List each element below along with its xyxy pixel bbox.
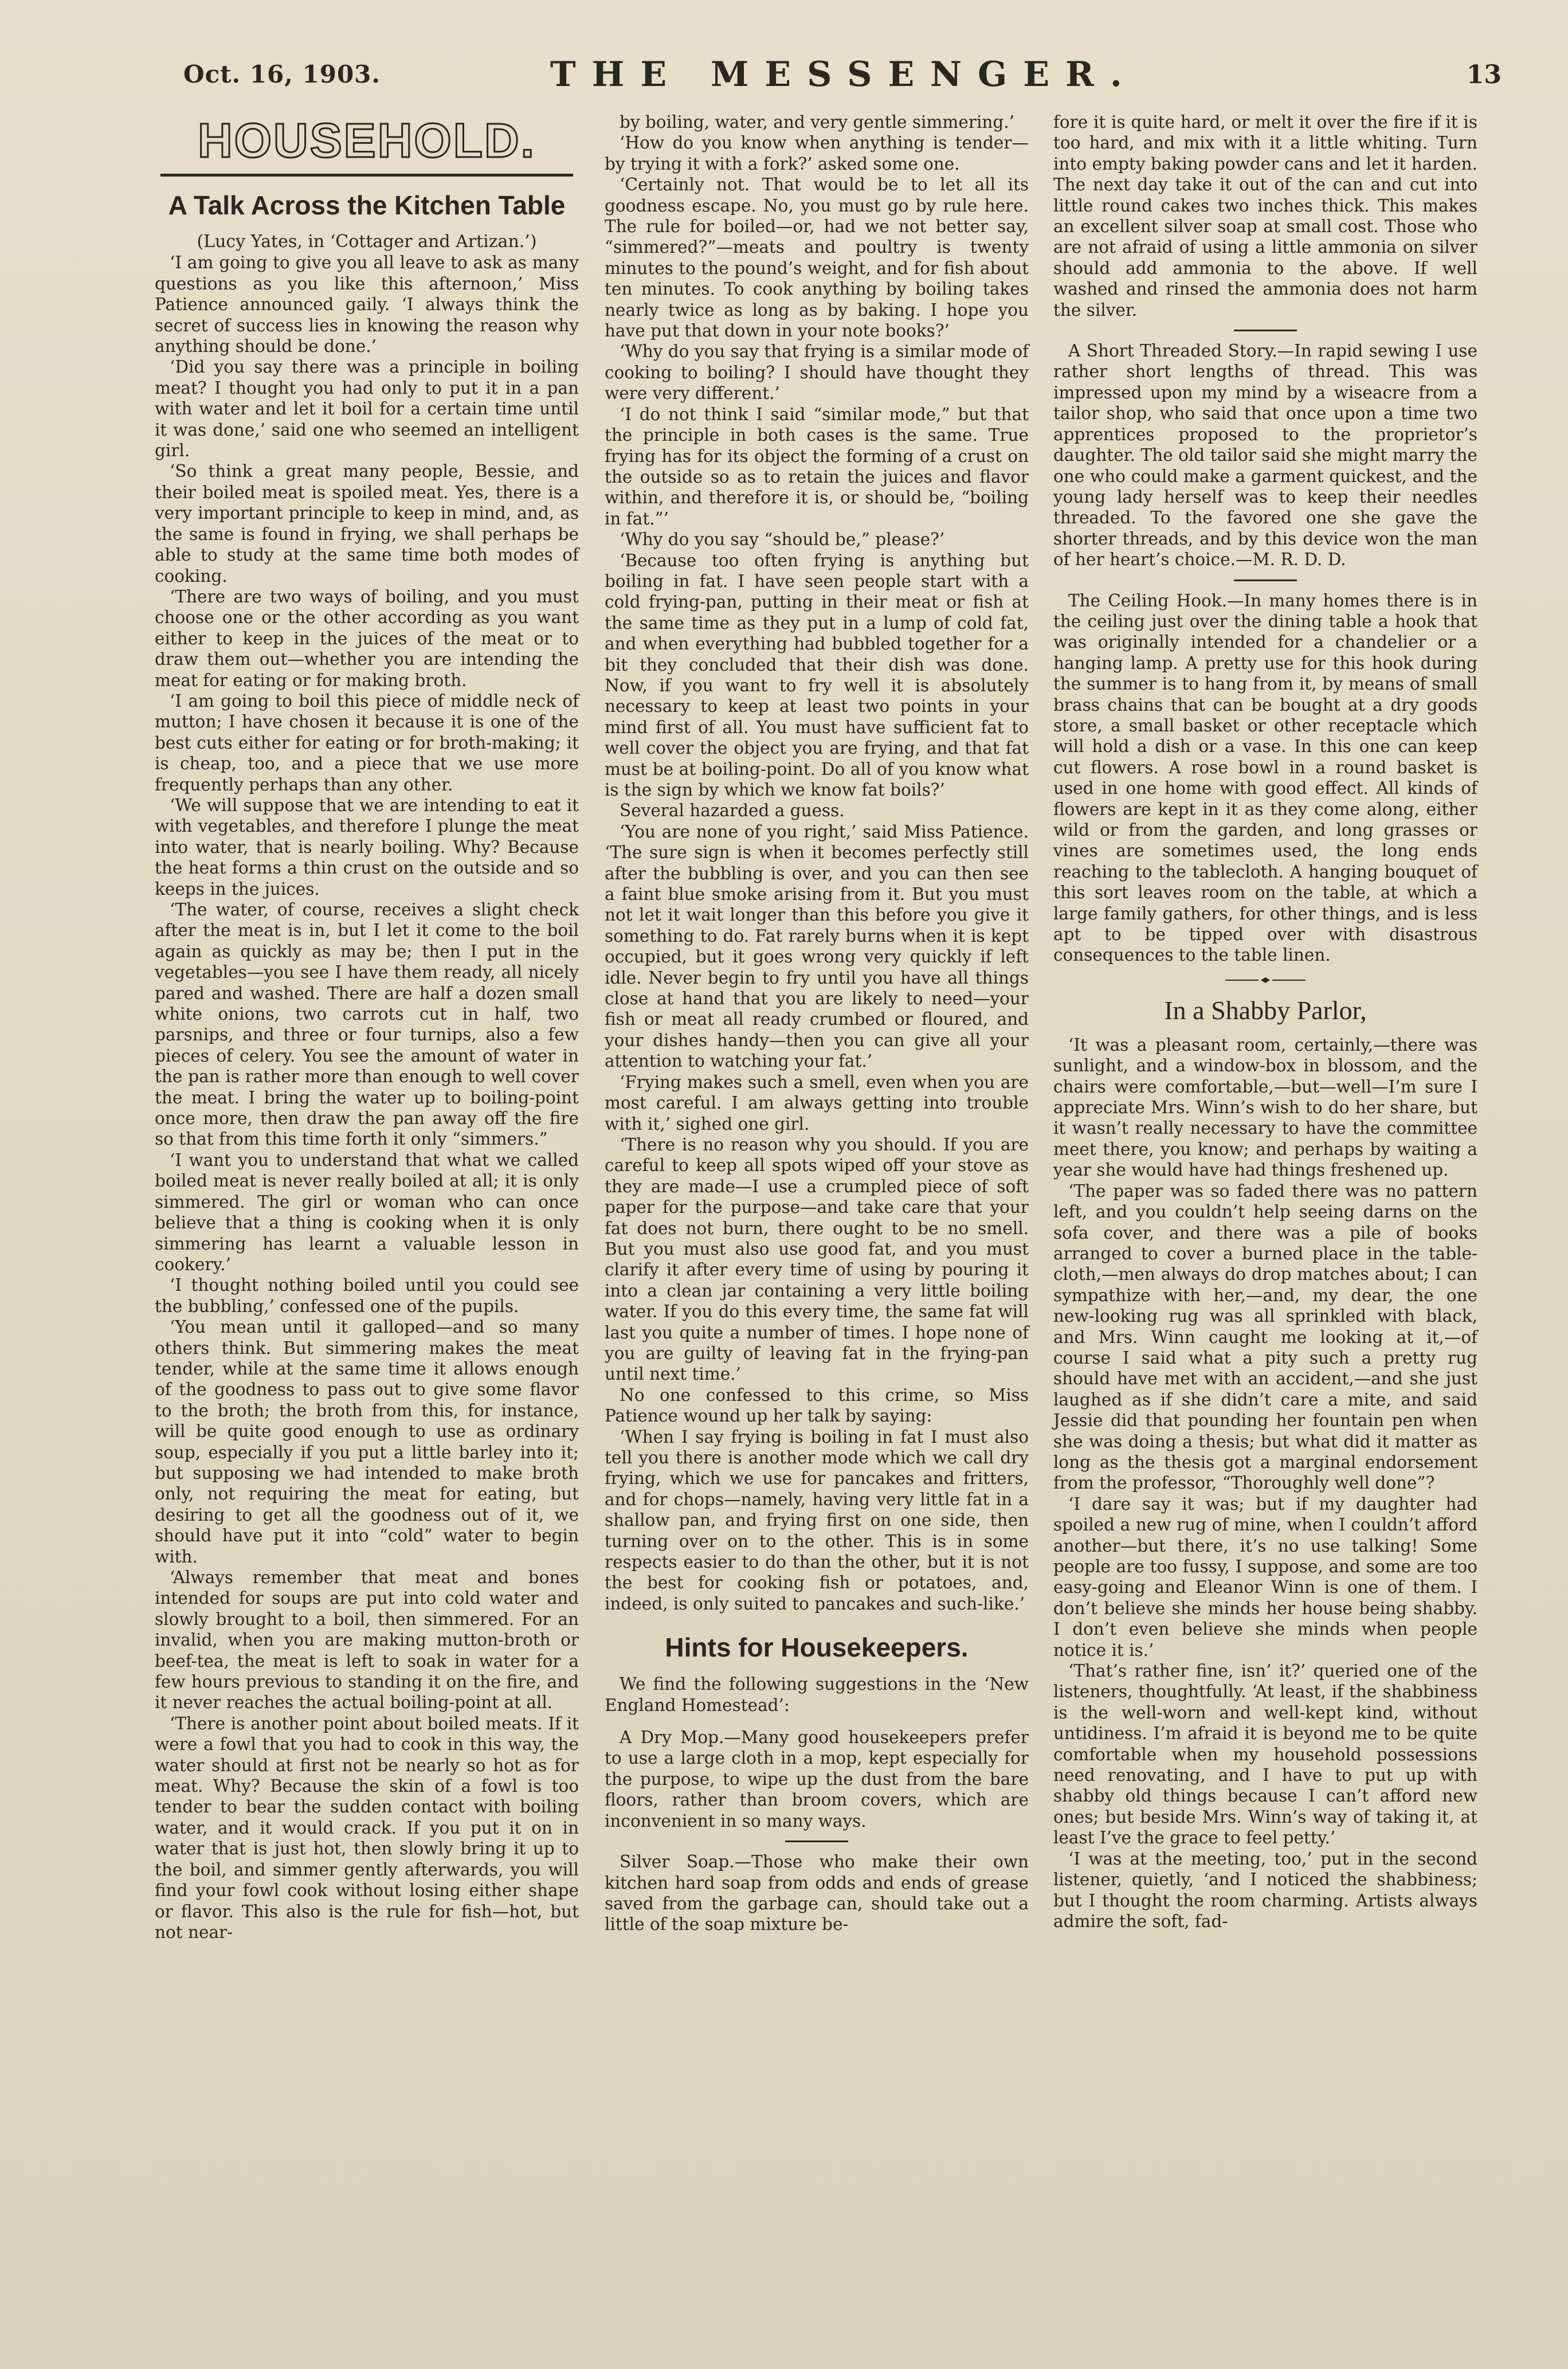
column-3 [1053, 112, 1477, 1932]
article-title-shabby-parlor: In a Shabby Parlor, [1164, 995, 1367, 1025]
paragraph: ‘Why do you say “should be,” please?’ [620, 530, 945, 550]
article-title-hints: Hints for Housekeepers. [665, 1632, 969, 1663]
page-number: 13 [1466, 60, 1502, 89]
paragraph: by boiling, water, and very gentle simmering.’ [620, 112, 1015, 132]
byline: (Lucy Yates, in ‘Cottager and Artizan.’) [197, 232, 537, 252]
separator-rule [785, 1841, 848, 1842]
paragraph-ceiling-hook: The Ceiling Hook.—In many homes there is in the ceiling just over the dining table a hook that was originally intended for a chandelier or a hanging lamp. A pretty use for this hook during the summer is to hang from it, by means of small brass chains that can be bought at a dry goods store, a small basket or other receptacle which will hold a dish or a vase. In this one can keep cut flowers. A rose bowl in a round basket is used in one home with good effect. All kinds of flowers are kept in it as they come along, either wild or from the garden, and long grasses or vines are sometimes used, the long ends reaching to the tablecloth. A hanging bouquet of this sort leaves room on the table, at which a large family gathers, for other things, and is less apt to be tipped over with disastrous consequences to the table linen. [1053, 590, 1477, 965]
paragraph: ‘There is no reason why you should. If you are careful to keep all spots wiped off your stove as they are made—I use a crumpled piece of soft paper for the purpose—and take care that your fat does not burn, there ought to be no smell. But you must also use good fat, and you must clarify it after every time of using by pouring it into a clean jar containing a very little boiling water. If you do this every time, the same fat will last you quite a number of times. I hope none of you are guilty of leaving fat in the frying-pan until next time.’ [605, 1134, 1029, 1384]
page-header [183, 54, 1502, 100]
section-rule [160, 174, 573, 177]
column-1 [155, 112, 579, 1943]
column-2 [605, 112, 1029, 1935]
paragraph: ‘Always remember that meat and bones intended for soups are put into cold water and slowly brought to a boil, then simmered. For an invalid, when you are making mutton-broth or beef-tea, the meat is left to soak in water for a few hours previous to standing it on the fire, and it never reaches the actual boiling-point at all. [155, 1568, 579, 1713]
paragraph: ‘There are two ways of boiling, and you must choose one or the other according as you want either to keep in the juices of the meat or to draw them out—whether you are intending the meat for eating or for making broth. [155, 586, 579, 690]
paragraph: ‘So think a great many people, Bessie, and their boiled meat is spoiled meat. Yes, there is a very important principle to keep in mind, and, as the same is found in frying, we shall perhaps be able to study at the same time both modes of cooking. [155, 461, 579, 586]
paragraph: We find the following suggestions in the ‘New England Homestead’: [605, 1674, 1029, 1715]
paragraph: Several hazarded a guess. [620, 801, 845, 821]
paragraph: ‘Why do you say that frying is a similar mode of cooking to boiling? I should have thought they were very different.’ [605, 342, 1029, 404]
paragraph: ‘There is another point about boiled meats. If it were a fowl that you had to cook in this way, the water should at first not be nearly so hot as for meat. Why? Because the skin of a fowl is too tender to bear the sudden contact with boiling water, and it would crack. If you put it on in water that is just hot, then slowly bring it up to the boil, and simmer gently afterwards, you will find your fowl cook without losing either shape or flavor. This also is the rule for fish—hot, but not near- [155, 1713, 579, 1942]
paragraph-dry-mop: A Dry Mop.—Many good housekeepers prefer to use a large cloth in a mop, kept especially for the purpose, to wipe up the dust from the bare floors, rather than broom covers, which are inconvenient in so many ways. [605, 1728, 1029, 1831]
paragraph-silver-soap: Silver Soap.—Those who make their own kitchen hard soap from odds and ends of grease saved from the garbage can, should take out a little of the soap mixture be- [605, 1852, 1029, 1935]
paragraph: ‘I am going to give you all leave to ask as many questions as you like this afternoon,’ Miss Patience announced gaily. ‘I always think the secret of success lies in knowing the reason why anything should be done.’ [155, 253, 579, 357]
ornament-icon [1225, 976, 1306, 984]
paragraph: ‘That’s rather fine, isn’ it?’ queried one of the listeners, thoughtfully. ‘At least, if the shabbiness is the well-worn and well-kept kind, without untidiness. I’m afraid it is beyond me to be quite comfortable when my household possessions need renovating, and I have to put up with shabby old things because I can’t afford new ones; but beside Mrs. Winn’s way of taking it, at least I’ve the grace to feel petty.’ [1053, 1661, 1477, 1848]
paragraph: ‘You mean until it galloped—and so many others think. But simmering makes the meat tender, while at the same time it allows enough of the goodness to pass out to give some flavor to the broth; the broth from this, for instance, will be quite good enough to use as ordinary soup, especially if you put a little barley into it; but supposing we had intended to make broth only, not requiring the meat for eating, but desiring to get all the goodness out of it, we should have put it into “cold” water to begin with. [155, 1317, 579, 1567]
paragraph: ‘Did you say there was a principle in boiling meat? I thought you had only to put it in a pan with water and let it boil for a certain time until it was done,’ said one who seemed an intelligent girl. [155, 357, 579, 461]
issue-date: Oct. 16, 1903. [183, 60, 381, 88]
paragraph: ‘I was at the meeting, too,’ put in the second listener, quietly, ‘and I noticed the shabbiness; but I thought the room charming. Artists always admire the soft, fad- [1053, 1849, 1477, 1931]
paragraph: ‘Because too often frying is anything but boiling in fat. I have seen people start with a cold frying-pan, putting in their meat or fish at the same time as they put in a lump of cold fat, and when everything had bubbled together for a bit they concluded that their dish was done. Now, if you want to fry well it is absolutely necessary to keep at least two points in your mind first of all. You must have sufficient fat to well cover the object you are frying, and that fat must be at boiling-point. Do all of you know what is the sign by which we know fat boils?’ [605, 550, 1029, 800]
separator-rule [1234, 330, 1297, 331]
paragraph: ‘The water, of course, receives a slight check after the meat is in, but I let it come to the boil again as quickly as may be; then I put in the vegetables—you see I have them ready, all nicely pared and washed. There are half a dozen small white onions, two carrots cut in half, two parsnips, and three or four turnips, also a few pieces of celery. You see the amount of water in the pan is rather more than enough to well cover the meat. I bring the water up to boiling-point once more, then draw the pan away off the fire so that from this time forth it only “simmers.” [155, 900, 579, 1149]
paragraph: No one confessed to this crime, so Miss Patience wound up her talk by saying: [605, 1385, 1029, 1426]
ornament-divider [1225, 973, 1306, 986]
newspaper-title: THE MESSENGER. [550, 54, 1138, 95]
paragraph: ‘Certainly not. That would be to let all its goodness escape. No, you must go by rule here. The rule for boiled—or, had we not better say, “simmered?”—meats and poultry is twenty minutes to the pound’s weight, and for fish about ten minutes. To cook anything by boiling takes nearly twice as long as by baking. I hope you have put that down in your note books?’ [605, 175, 1029, 341]
paragraph: ‘When I say frying is boiling in fat I must also tell you there is another mode which we call dry frying, which we use for pancakes and fritters, and for chops—namely, having very little fat in a shallow pan, and frying first on one side, then turning over on to the other. This is in some respects easier to do than the other, but it is not the best for cooking fish or potatoes, and, indeed, is only suited to pancakes and such-like.’ [605, 1427, 1029, 1614]
paragraph-thread-story: A Short Threaded Story.—In rapid sewing I use rather short lengths of thread. This was impressed upon my mind by a wiseacre from a tailor shop, who said that once upon a time two apprentices proposed to the proprietor’s daughter. The old tailor said she might marry the one who could make a garment quickest, and the young lady herself was to keep their needles threaded. To the favored one she gave the shorter threads, and by this device won the man of her heart’s choice.—M. R. D. D. [1053, 341, 1477, 570]
paragraph: ‘You are none of you right,’ said Miss Patience. ‘The sure sign is when it becomes perfectly still after the bubbling is over, and you can then see a faint blue smoke arising from it. But you must not let it wait longer than this before you give it something to do. Fat rarely burns when it is kept occupied, but it goes wrong very quickly if left idle. Never begin to fry until you have all things close at hand that you are likely to need—your fish or meat all ready crumbed or floured, and your dishes handy—then you can give all your attention to watching your fat.’ [605, 821, 1029, 1071]
paragraph: ‘We will suppose that we are intending to eat it with vegetables, and therefore I plunge the meat into water, that is nearly boiling. Why? Because the heat forms a thin crust on the outside and so keeps in the juices. [155, 795, 579, 899]
paragraph: ‘The paper was so faded there was no pattern left, and you couldn’t help seeing darns on the sofa cover, and there was a pile of books arranged to cover a burned place in the table-cloth,—men always do drop matches about; I can sympathize with her,—and, my dear, the one new-looking rug was all sprinkled with black, and Mrs. Winn caught me looking at it,—of course I said what a pity such a pretty rug should have met with an accident,—and she just laughed as if she didn’t care a mite, and said Jessie did that pounding her fountain pen when she was doing a thesis; but what did it matter as long as the thesis got a marginal endorsement from the professor, “Thoroughly well done”? [1053, 1181, 1477, 1493]
separator-rule [1234, 579, 1297, 581]
paragraph: ‘Frying makes such a smell, even when you are most careful. I am always getting into trouble with it,’ sighed one girl. [605, 1072, 1029, 1134]
paragraph: ‘It was a pleasant room, certainly,—there was sunlight, and a window-box in blossom, and the chairs were comfortable,—but—well—I’m sure I appreciate Mrs. Winn’s wish to do her share, but it wasn’t really necessary to have the committee meet there, you know; and perhaps by waiting a year she would have had things freshened up. [1053, 1035, 1477, 1180]
paragraph: ‘I dare say it was; but if my daughter had spoiled a new rug of mine, when I couldn’t afford another—but there, it’s no use talking! Some people are too fussy, I suppose, and some are too easy-going and Eleanor Winn is one of them. I don’t believe she minds her house being shabby. I don’t even believe she minds when people notice it is.’ [1053, 1494, 1477, 1660]
paragraph: ‘I thought nothing boiled until you could see the bubbling,’ confessed one of the pupils. [155, 1275, 579, 1316]
section-heading: HOUSEHOLD. [197, 113, 536, 167]
paragraph-silver-soap-cont: fore it is quite hard, or melt it over the fire if it is too hard, and mix with it a little whiting. Turn into empty baking powder cans and let it harden. The next day take it out of the can and cut into little round cakes two inches thick. This makes an excellent silver soap at small cost. Those who are not afraid of using a little ammonia on silver should add ammonia to the above. If well washed and rinsed the ammonia does not harm the silver. [1053, 112, 1477, 320]
paragraph: ‘I want you to understand that what we called boiled meat is never really boiled at all; it is only simmered. The girl or woman who can once believe that a thing is cooking when it is only simmering has learnt a valuable lesson in cookery.’ [155, 1150, 579, 1274]
article-title-kitchen-table: A Talk Across the Kitchen Table [168, 190, 566, 220]
paragraph: ‘I do not think I said “similar mode,” but that the principle in both cases is the same. True frying has for its object the forming of a crust on the outside so as to retain the juices and flavor within, and therefore it is, or should be, “boiling in fat.”’ [605, 404, 1029, 528]
paragraph: ‘I am going to boil this piece of middle neck of mutton; I have chosen it because it is one of the best cuts either for eating or for broth-making; it is cheap, too, and a piece that we use more frequently perhaps than any other. [155, 691, 579, 794]
paragraph: ‘How do you know when anything is tender—by trying it with a fork?’ asked some one. [605, 133, 1029, 174]
